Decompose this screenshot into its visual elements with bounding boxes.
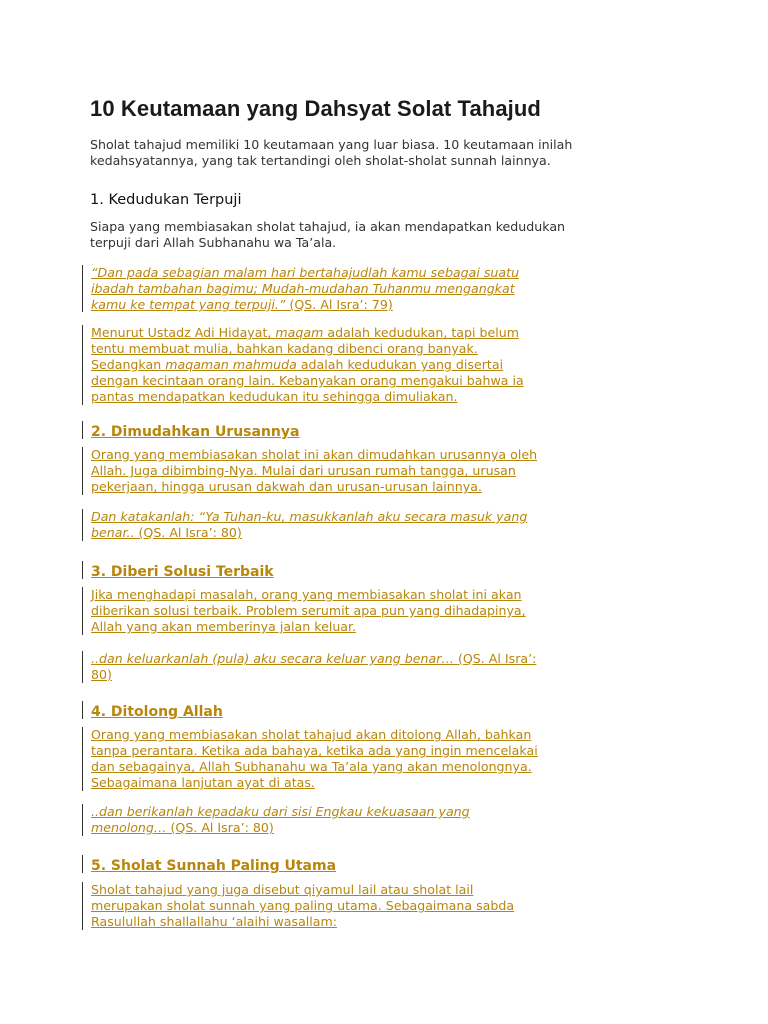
section-2-heading[interactable]: 2. Dimudahkan Urusannya (82, 421, 299, 439)
note-line[interactable]: pantas mendapatkan kedudukan itu sehingga dimuliakan. (91, 389, 458, 404)
quote-reference: (QS. Al Isra’: (453, 651, 537, 666)
section-5-heading[interactable]: 5. Sholat Sunnah Paling Utama (82, 855, 336, 873)
quote-line[interactable]: ibadah tambahan bagimu; Mudah-mudahan Tuhanmu mengangkat (91, 281, 515, 296)
section-1-note (82, 325, 524, 405)
text-line: Siapa yang membiasakan sholat tahajud, ia akan mendapatkan kedudukan (90, 219, 566, 234)
quote-line[interactable]: menolong… (QS. Al Isra’: 80) (91, 820, 274, 835)
quote-reference: (QS. Al Isra’: 80) (134, 525, 242, 540)
section-3-text (82, 587, 526, 635)
text-line[interactable]: tanpa perantara. Ketika ada bahaya, ketika ada yang ingin mencelakai (91, 743, 538, 758)
section-1-quote (82, 265, 519, 312)
quote-line[interactable]: Dan katakanlah: “Ya Tuhan-ku, masukkanlah aku secara masuk yang (91, 509, 528, 524)
section-4-heading[interactable]: 4. Ditolong Allah (82, 701, 223, 719)
text-line[interactable]: Sebagaimana lanjutan ayat di atas. (91, 775, 315, 790)
text-line[interactable]: Rasulullah shallallahu ‘alaihi wasallam: (91, 914, 338, 929)
quote-line[interactable]: “Dan pada sebagian malam hari bertahajudlah kamu sebagai suatu (91, 265, 520, 280)
section-4-quote (82, 804, 470, 836)
section-1-text (90, 219, 565, 251)
section-2-quote (82, 509, 527, 541)
text-line[interactable]: Jika menghadapi masalah, orang yang membiasakan sholat ini akan (91, 587, 522, 602)
quote-line[interactable]: 80) (91, 667, 112, 682)
section-3-heading[interactable]: 3. Diberi Solusi Terbaik (82, 561, 274, 579)
text-line[interactable]: Orang yang membiasakan sholat ini akan dimudahkan urusannya oleh (91, 447, 538, 462)
section-5-text (82, 882, 514, 930)
page-title: 10 Keutamaan yang Dahsyat Solat Tahajud (90, 96, 541, 121)
quote-line[interactable] (91, 297, 519, 313)
text-line[interactable]: Orang yang membiasakan sholat tahajud akan ditolong Allah, bahkan (91, 727, 532, 742)
note-line[interactable]: Sedangkan maqaman mahmuda adalah kedudukan yang disertai (91, 357, 504, 372)
section-1-heading: 1. Kedudukan Terpuji (90, 192, 242, 208)
section-4-text (82, 727, 538, 791)
text-line[interactable]: merupakan sholat sunnah yang paling utama. Sebagaimana sabda (91, 898, 515, 913)
quote-line[interactable]: ..dan keluarkanlah (pula) aku secara keluar yang benar… (QS. Al Isra’: (91, 651, 537, 666)
text-line[interactable]: Allah yang akan memberinya jalan keluar. (91, 619, 357, 634)
section-2-text (82, 447, 537, 495)
quote-line[interactable]: benar.. (QS. Al Isra’: 80) (91, 525, 242, 540)
note-line[interactable]: dengan kecintaan orang lain. Kebanyakan orang mengakui bahwa ia (91, 373, 524, 388)
text-line[interactable]: diberikan solusi terbaik. Problem serumit apa pun yang dihadapinya, (91, 603, 526, 618)
quote-text[interactable]: kamu ke tempat yang terpuji.” (91, 297, 286, 312)
quote-reference[interactable]: (QS. Al Isra’: 79) (285, 297, 393, 312)
intro-line: Sholat tahajud memiliki 10 keutamaan yang luar biasa. 10 keutamaan inilah (90, 137, 573, 152)
intro-paragraph (90, 137, 572, 169)
quote-reference: (QS. Al Isra’: 80) (166, 820, 274, 835)
quote-line[interactable]: ..dan berikanlah kepadaku dari sisi Engkau kekuasaan yang (91, 804, 470, 819)
text-line[interactable]: Sholat tahajud yang juga disebut qiyamul lail atau sholat lail (91, 882, 474, 897)
text-line: terpuji dari Allah Subhanahu wa Ta’ala. (90, 235, 337, 250)
text-line[interactable]: pekerjaan, hingga urusan dakwah dan urusan-urusan lainnya. (91, 479, 482, 494)
note-line[interactable]: Menurut Ustadz Adi Hidayat, maqam adalah kedudukan, tapi belum (91, 325, 519, 340)
note-line[interactable]: tentu membuat mulia, bahkan kadang dibenci orang banyak. (91, 341, 478, 356)
section-3-quote (82, 651, 536, 683)
text-line[interactable]: dan sebagainya, Allah Subhanahu wa Ta’ala yang akan menolongnya. (91, 759, 532, 774)
intro-line: kedahsyatannya, yang tak tertandingi oleh sholat-sholat sunnah lainnya. (90, 153, 551, 168)
text-line[interactable]: Allah. Juga dibimbing-Nya. Mulai dari urusan rumah tangga, urusan (91, 463, 516, 478)
